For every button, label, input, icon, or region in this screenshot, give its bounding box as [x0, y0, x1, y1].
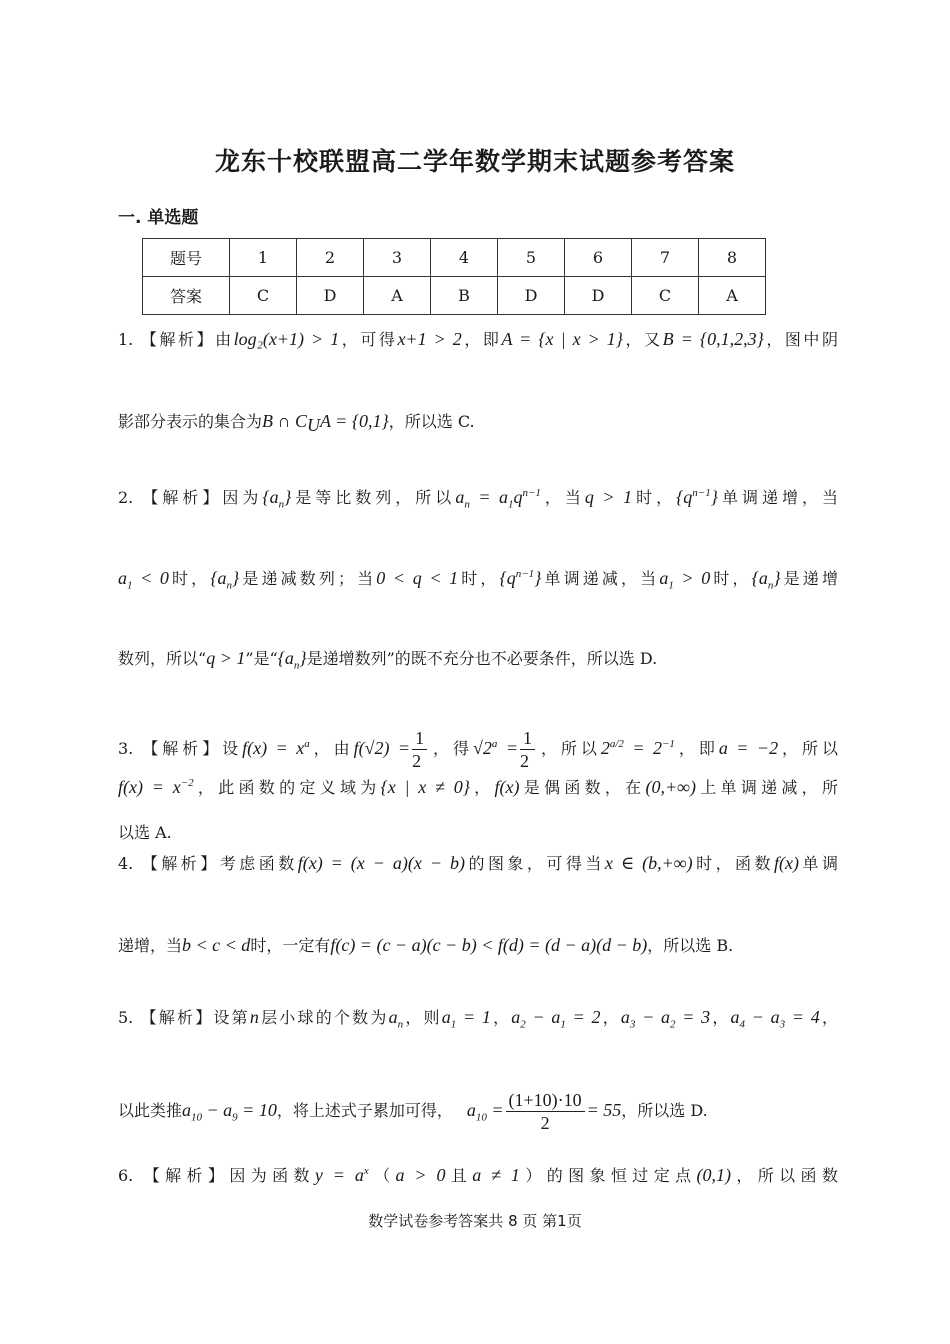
math: } [773, 568, 781, 588]
math: 1 [127, 579, 133, 592]
text: 数列，所以“ [118, 649, 207, 668]
table-cell: A [699, 277, 766, 315]
text: 是偶函数，在 [519, 778, 646, 797]
math: {x | x ≠ 0} [380, 777, 470, 797]
table-cell: C [230, 277, 297, 315]
math: = a [469, 487, 508, 507]
table-cell: B [431, 277, 498, 315]
solution-3-line-2 [118, 770, 838, 801]
solution-4-line-2 [118, 932, 838, 959]
text: 4. 【解析】考虑函数 [118, 854, 298, 873]
math: a [491, 738, 498, 750]
text: ，所以选 D. [621, 1101, 708, 1120]
math: f(x) = (x − a)(x − b) [297, 853, 465, 873]
math: = 4 [785, 1007, 820, 1027]
text: ，可得 [339, 330, 398, 349]
text: ，所以函数 [730, 1166, 838, 1185]
math: n−1 [692, 487, 711, 499]
math: a [620, 1007, 630, 1027]
text: ，图中阴 [763, 330, 838, 349]
text: ，所以 [778, 739, 838, 758]
math: −2 [180, 777, 194, 789]
solution-3-line-3 [118, 820, 838, 846]
math: U [307, 415, 321, 436]
math: −1 [662, 738, 675, 750]
math: − a [202, 1100, 233, 1120]
text: 时， [168, 569, 211, 588]
text: 2. 【解析】因为 [118, 488, 263, 507]
math: x+1 > 2 [397, 329, 462, 349]
math: {q [676, 487, 693, 507]
math: 1 [560, 1018, 566, 1031]
math: = 2 [623, 738, 662, 758]
text: ，所以 [537, 739, 601, 758]
text: ，将上述式子累加可得， [276, 1101, 453, 1120]
text: ，又 [623, 330, 663, 349]
text: ，即 [461, 330, 502, 349]
math: n−1 [515, 568, 535, 580]
text: 时， [710, 569, 752, 588]
math: a [511, 1007, 521, 1027]
math: y = a [314, 1165, 364, 1185]
math: a > 0 [395, 1165, 446, 1185]
math: 10 [191, 1111, 203, 1124]
text: ”是“ [245, 649, 278, 668]
text: 以选 A. [118, 823, 172, 842]
math: 2 [670, 1018, 676, 1031]
math: (1+10)·10 [506, 1089, 585, 1112]
math: {a [210, 568, 227, 588]
math: (0,+∞) [645, 777, 696, 797]
text: ， [819, 1008, 838, 1027]
math: n [226, 579, 233, 592]
math: 3 [629, 1018, 636, 1031]
math: a = −2 [718, 738, 779, 758]
answer-table [142, 238, 766, 315]
solution-5-line-2 [118, 1082, 838, 1146]
math: f(√2) = [353, 738, 411, 758]
math: b < c < d [182, 935, 251, 955]
text: 单调递减，当 [541, 569, 660, 588]
text: 上单调递减，所 [695, 778, 838, 797]
solution-6-line-1 [118, 1158, 838, 1189]
text: ）的图象恒过定点 [519, 1166, 697, 1185]
math: 0 < q < 1 [376, 568, 459, 588]
solution-1-line-1 [118, 326, 838, 353]
solution-5-line-1 [118, 1004, 838, 1038]
math: f(x) [774, 853, 800, 873]
text: 是递减数列；当 [239, 569, 377, 588]
table-cell: D [498, 277, 565, 315]
math: = 2 [565, 1007, 601, 1027]
math: − a [525, 1007, 561, 1027]
page-title: 龙东十校联盟高二学年数学期末试题参考答案 [214, 147, 735, 176]
math: {q [499, 568, 516, 588]
math: n−1 [522, 487, 541, 499]
table-cell: 4 [431, 239, 498, 277]
text: 以此类推 [118, 1101, 183, 1120]
math: < 0 [132, 568, 169, 588]
text: 单调递增，当 [717, 488, 838, 507]
text: 6. 【解析】因为函数 [118, 1166, 315, 1185]
table-cell-label: 题号 [143, 239, 230, 277]
text: 单调 [799, 854, 838, 873]
table-cell: D [565, 277, 632, 315]
text: ， [600, 1008, 621, 1027]
table-cell: 7 [632, 239, 699, 277]
text: 时，一定有 [250, 936, 331, 955]
math: } [299, 648, 307, 668]
text: 时， [632, 488, 677, 507]
text: 递增，当 [118, 936, 183, 955]
text: ， [710, 1008, 731, 1027]
math: 3 [779, 1018, 786, 1031]
math: a [466, 1100, 476, 1120]
math: q [513, 487, 523, 507]
math: − a [635, 1007, 671, 1027]
math: = [497, 738, 518, 758]
fraction-one-half [520, 727, 535, 772]
math: n [767, 579, 774, 592]
math: a [388, 1007, 398, 1027]
math: > 0 [673, 568, 711, 588]
text: 影部分表示的集合为 [118, 412, 263, 431]
fraction-one-half [412, 727, 427, 772]
math: √2 [472, 738, 492, 758]
solution-3-line-1 [118, 716, 838, 777]
table-cell: 5 [498, 239, 565, 277]
text: ，所以选 B. [647, 936, 734, 955]
text: 3. 【解析】设 [118, 739, 243, 758]
math: = 10 [237, 1100, 277, 1120]
math: n [293, 659, 300, 672]
math: a ≠ 1 [472, 1165, 520, 1185]
text: 1. 【解析】由 [118, 330, 234, 349]
math: 1 [668, 579, 674, 592]
math: a [118, 568, 127, 588]
math: 2 [412, 751, 422, 771]
math: − a [745, 1007, 780, 1027]
table-cell: A [364, 277, 431, 315]
text: ，由 [309, 739, 354, 758]
math: 2 [600, 738, 610, 758]
math: n [464, 498, 470, 511]
text: （ [368, 1166, 396, 1185]
math: a [455, 487, 465, 507]
table-cell: 8 [699, 239, 766, 277]
solution-2-line-3 [118, 645, 838, 679]
math: B ∩ C [262, 411, 308, 431]
text: 时， [458, 569, 500, 588]
text: ，即 [674, 739, 719, 758]
math: = 3 [675, 1007, 711, 1027]
math: a/2 [609, 738, 624, 750]
math: = 55 [586, 1100, 622, 1120]
math: f(c) = (c − a)(c − b) < f(d) = (d − a)(d − b) [330, 935, 648, 955]
math: 1 [450, 1018, 457, 1031]
math: n [278, 498, 285, 511]
math: } [710, 487, 718, 507]
text: ， [469, 778, 495, 797]
math: B = {0,1,2,3} [662, 329, 764, 349]
math: = 1 [456, 1007, 491, 1027]
text: 5. 【解析】设第 [118, 1008, 250, 1027]
text: ，所以选 C. [388, 412, 475, 431]
math: 1 [412, 727, 427, 750]
math: f(x) = x [118, 777, 181, 797]
math: n [249, 1007, 259, 1027]
math: 1 [507, 498, 514, 511]
text: 层小球的个数为 [258, 1008, 389, 1027]
table-row-answers [143, 277, 766, 315]
table-cell-label: 答案 [143, 277, 230, 315]
text: ，则 [403, 1008, 442, 1027]
table-cell: D [297, 277, 364, 315]
math: } [534, 568, 542, 588]
math: a [659, 568, 669, 588]
text: 是递增 [780, 569, 838, 588]
text: ， [490, 1008, 512, 1027]
table-cell: 3 [364, 239, 431, 277]
math: x [363, 1165, 369, 1177]
math: = [486, 1100, 504, 1120]
table-row-numbers [143, 239, 766, 277]
math: 1 [520, 727, 535, 750]
math: A = {0,1} [320, 411, 389, 431]
text: ，此函数的定义域为 [193, 778, 381, 797]
math: {a [262, 487, 279, 507]
math: log₂(x+1) > 1 [233, 329, 340, 349]
math: a [304, 738, 310, 750]
text: 的图象，可得当 [464, 854, 605, 873]
solution-4-line-1 [118, 850, 838, 877]
solution-2-line-2 [118, 561, 838, 599]
math: a [441, 1007, 451, 1027]
text: ，当 [540, 488, 585, 507]
math: f(x) [494, 777, 520, 797]
solution-1-line-2 [118, 408, 838, 438]
text: 是等比数列，所以 [291, 488, 456, 507]
math: {a [277, 648, 294, 668]
math: q > 1 [584, 487, 633, 507]
math: a [182, 1100, 192, 1120]
table-cell: 1 [230, 239, 297, 277]
math: x ∈ (b,+∞) [604, 853, 693, 873]
text: 时，函数 [692, 854, 775, 873]
table-cell: 2 [297, 239, 364, 277]
math: q > 1 [206, 648, 246, 668]
math: f(x) = x [242, 738, 305, 758]
math: } [284, 487, 292, 507]
page-footer: 数学试卷参考答案共 8 页 第1页 [368, 1212, 582, 1230]
math: a [730, 1007, 740, 1027]
table-cell: 6 [565, 239, 632, 277]
math: n [397, 1018, 404, 1031]
text: ，得 [429, 739, 473, 758]
math: 4 [739, 1018, 746, 1031]
math: A = {x | x > 1} [501, 329, 624, 349]
text: 是递增数列”的既不充分也不必要条件，所以选 D. [306, 649, 658, 668]
math: 9 [232, 1111, 238, 1124]
text: 且 [445, 1166, 473, 1185]
math: } [232, 568, 240, 588]
fraction-sum [506, 1089, 585, 1134]
math: (0,1) [696, 1165, 731, 1185]
math: {a [751, 568, 768, 588]
math: 2 [540, 1113, 550, 1133]
math: 2 [520, 1018, 526, 1031]
math: 10 [475, 1111, 487, 1124]
solution-2-line-1 [118, 480, 838, 518]
table-cell: C [632, 277, 699, 315]
section-heading: 一. 单选题 [118, 208, 199, 228]
math: 2 [520, 751, 529, 771]
